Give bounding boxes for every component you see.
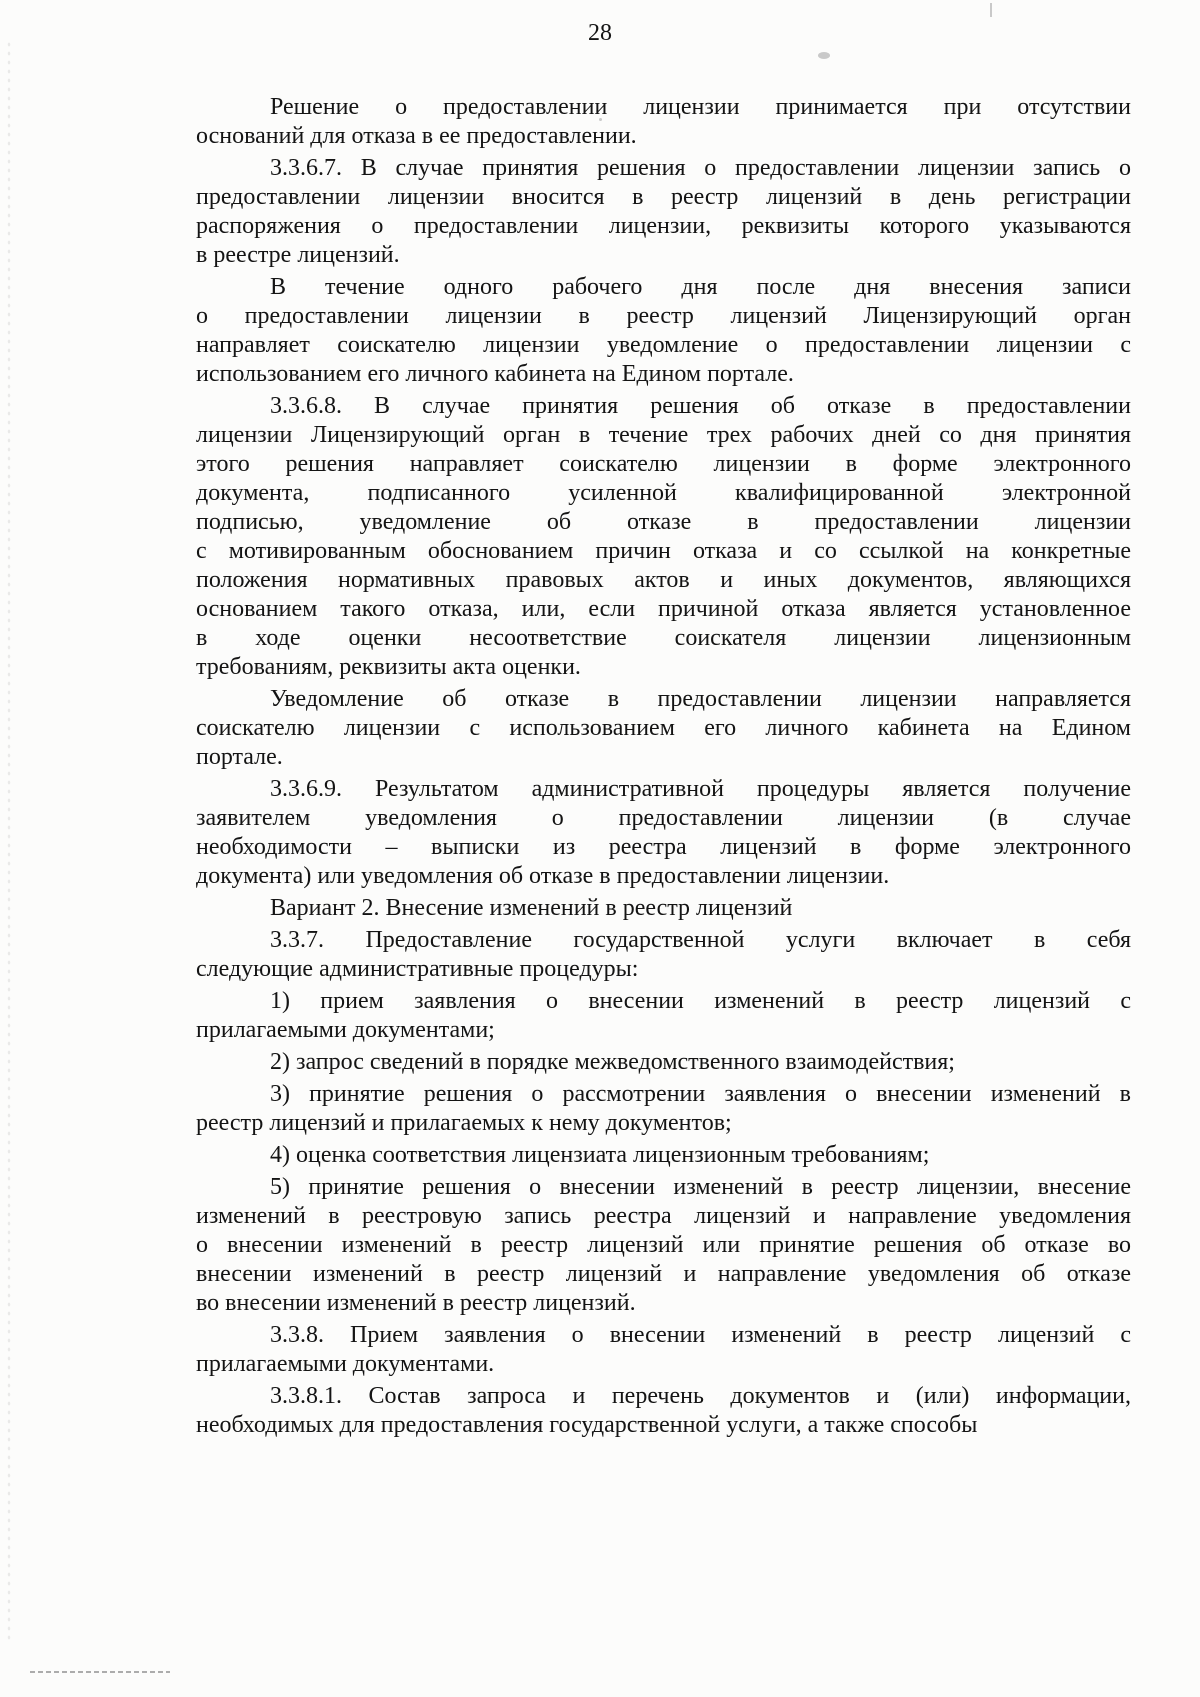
paragraph — [196, 392, 1131, 682]
text-line: 3.3.8. Прием заявления о внесении изменений в реестр лицензий с — [270, 1322, 1131, 1348]
text-line: 3) принятие решения о рассмотрении заявления о внесении изменений в — [270, 1081, 1131, 1107]
paragraph — [196, 775, 1131, 891]
text-line: внесении изменений в реестр лицензий и направление уведомления об отказе — [196, 1261, 1131, 1287]
text-line: соискателю лицензии с использованием его личного кабинета на Едином — [196, 715, 1131, 741]
text-line: основанием такого отказа, или, если причиной отказа является установленное — [196, 596, 1131, 622]
text-line: документа, подписанного усиленной квалифицированной электронной — [196, 480, 1131, 506]
text-line: Уведомление об отказе в предоставлении лицензии направляется — [270, 686, 1131, 712]
scan-speck — [990, 3, 992, 17]
paragraph — [196, 1382, 1131, 1440]
text-line: 3.3.8.1. Состав запроса и перечень документов и (или) информации, — [270, 1383, 1131, 1409]
paragraph — [196, 1173, 1131, 1318]
paragraph — [196, 894, 1131, 923]
paragraph — [196, 93, 1131, 151]
text-line: 2) запрос сведений в порядке межведомственного взаимодействия; — [270, 1049, 955, 1075]
text-line: оснований для отказа в ее предоставлении. — [196, 123, 637, 149]
text-line: заявителем уведомления о предоставлении лицензии (в случае — [196, 805, 1131, 831]
paragraph — [196, 1141, 1131, 1170]
text-line: В течение одного рабочего дня после дня внесения записи — [270, 274, 1131, 300]
text-line: следующие административные процедуры: — [196, 956, 639, 982]
text-line: подписью, уведомление об отказе в предоставлении лицензии — [196, 509, 1131, 535]
text-line: портале. — [196, 744, 283, 770]
text-line: лицензии Лицензирующий орган в течение трех рабочих дней со дня принятия — [196, 422, 1131, 448]
paragraph — [196, 1080, 1131, 1138]
text-line: необходимости – выписки из реестра лицензий в форме электронного — [196, 834, 1131, 860]
text-line: во внесении изменений в реестр лицензий. — [196, 1290, 636, 1316]
text-line: предоставлении лицензии вносится в реестр лицензий в день регистрации — [196, 184, 1131, 210]
paragraph — [196, 987, 1131, 1045]
scan-speck — [818, 52, 830, 59]
scan-margin-noise — [6, 40, 12, 1640]
text-line: положения нормативных правовых актов и иных документов, являющихся — [196, 567, 1131, 593]
paragraph — [196, 685, 1131, 772]
text-line: распоряжения о предоставлении лицензии, реквизиты которого указываются — [196, 213, 1131, 239]
document-body — [196, 93, 1131, 1443]
text-line: 3.3.6.8. В случае принятия решения об отказе в предоставлении — [270, 393, 1131, 419]
text-line: 4) оценка соответствия лицензиата лицензионным требованиям; — [270, 1142, 930, 1168]
text-line: Решение о предоставлении лицензии принимается при отсутствии — [270, 94, 1131, 120]
scan-bottom-noise — [30, 1671, 170, 1673]
text-line: с мотивированным обоснованием причин отказа и со ссылкой на конкретные — [196, 538, 1131, 564]
text-line: изменений в реестровую запись реестра лицензий и направление уведомления — [196, 1203, 1131, 1229]
paragraph — [196, 154, 1131, 270]
text-line: 5) принятие решения о внесении изменений в реестр лицензии, внесение — [270, 1174, 1131, 1200]
text-line: Вариант 2. Внесение изменений в реестр лицензий — [270, 895, 793, 921]
paragraph — [196, 1048, 1131, 1077]
text-line: в ходе оценки несоответствие соискателя лицензии лицензионным — [196, 625, 1131, 651]
text-line: 3.3.6.9. Результатом административной процедуры является получение — [270, 776, 1131, 802]
text-line: прилагаемыми документами; — [196, 1017, 495, 1043]
text-line: в реестре лицензий. — [196, 242, 400, 268]
text-line: 1) прием заявления о внесении изменений в реестр лицензий с — [270, 988, 1131, 1014]
text-line: 3.3.7. Предоставление государственной услуги включает в себя — [270, 927, 1131, 953]
text-line: документа) или уведомления об отказе в предоставлении лицензии. — [196, 863, 890, 889]
text-line: о внесении изменений в реестр лицензий или принятие решения об отказе во — [196, 1232, 1131, 1258]
paragraph — [196, 273, 1131, 389]
page-number: 28 — [588, 20, 612, 46]
text-line: о предоставлении лицензии в реестр лицензий Лицензирующий орган — [196, 303, 1131, 329]
text-line: реестр лицензий и прилагаемых к нему документов; — [196, 1110, 732, 1136]
text-line: использованием его личного кабинета на Едином портале. — [196, 361, 794, 387]
text-line: прилагаемыми документами. — [196, 1351, 495, 1377]
text-line: 3.3.6.7. В случае принятия решения о предоставлении лицензии запись о — [270, 155, 1131, 181]
text-line: этого решения направляет соискателю лицензии в форме электронного — [196, 451, 1131, 477]
text-line: необходимых для предоставления государственной услуги, а также способы — [196, 1412, 978, 1438]
text-line: требованиям, реквизиты акта оценки. — [196, 654, 581, 680]
paragraph — [196, 926, 1131, 984]
text-line: направляет соискателю лицензии уведомление о предоставлении лицензии с — [196, 332, 1131, 358]
paragraph — [196, 1321, 1131, 1379]
